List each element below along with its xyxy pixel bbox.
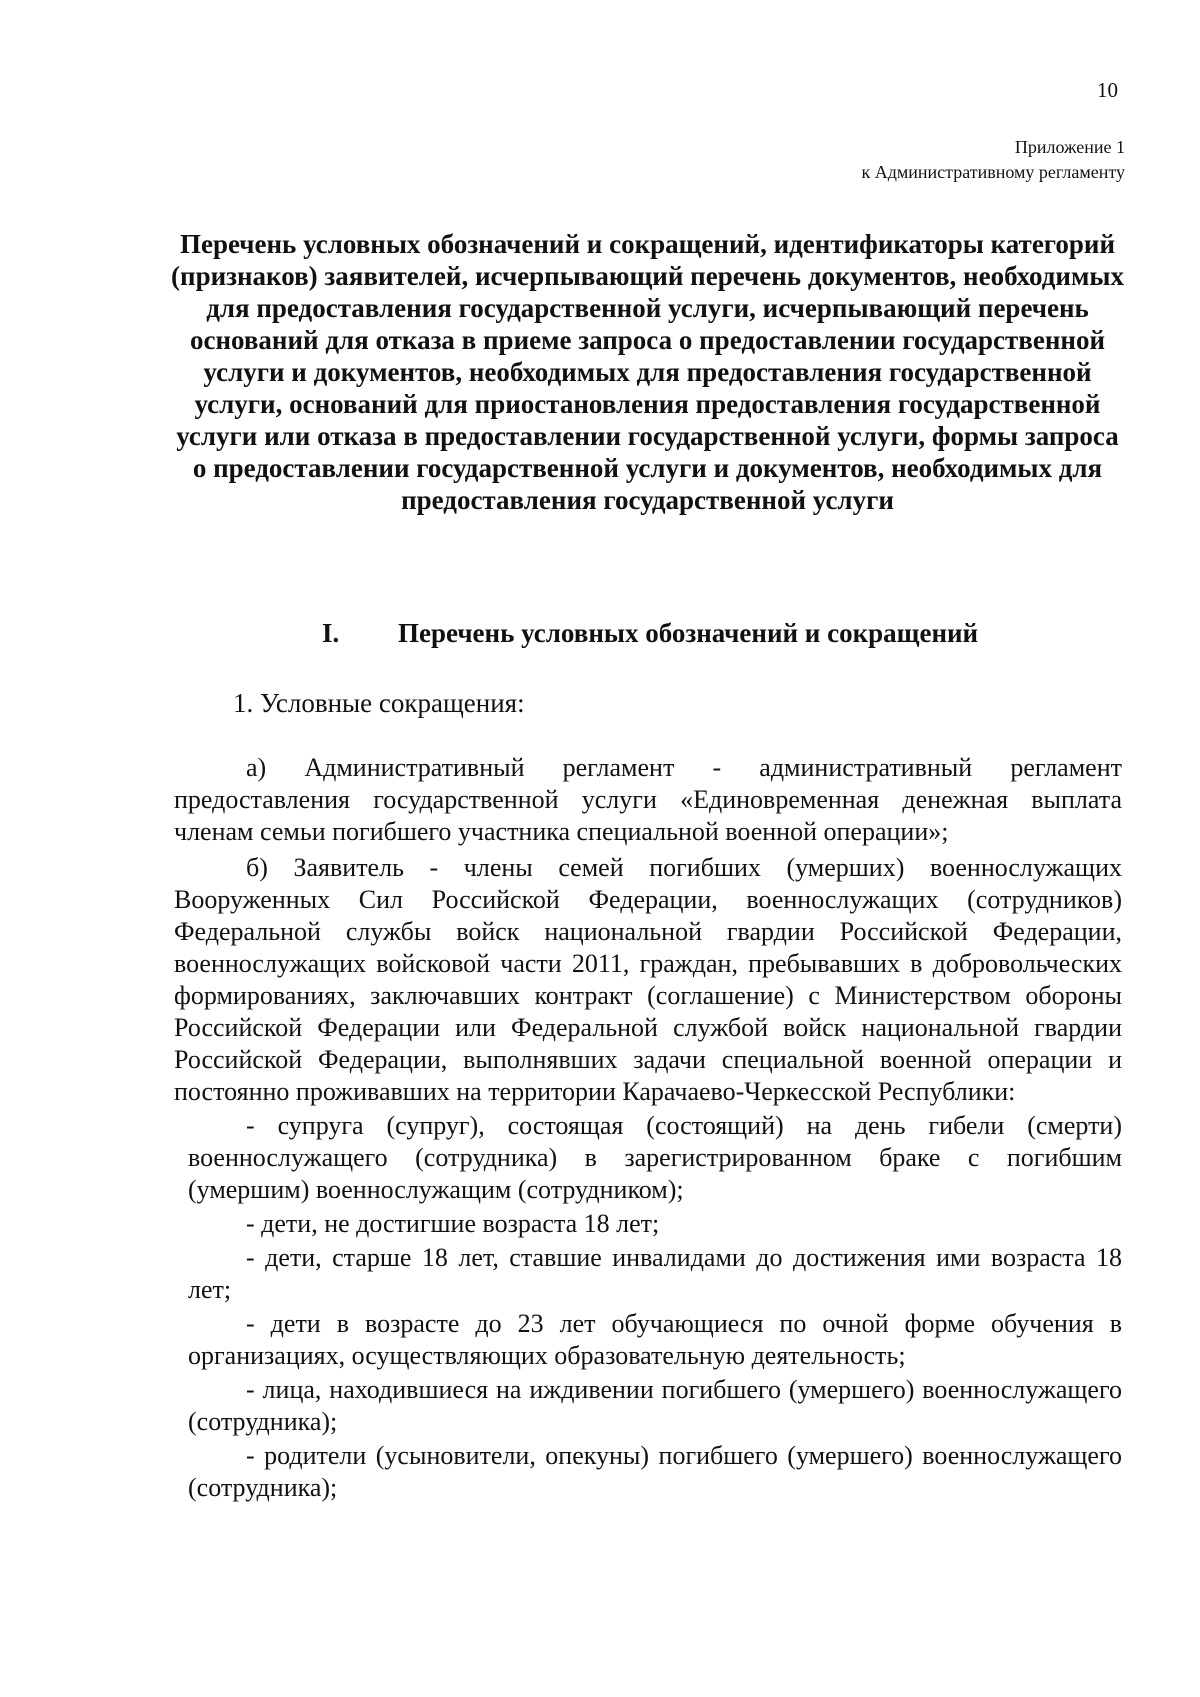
list-item: - дети, не достигшие возраста 18 лет;	[246, 1209, 660, 1238]
list-item: - дети, старше 18 лет, ставшие инвалидами до достижения ими возраста 18 лет;	[188, 1243, 1122, 1304]
list-item: - дети в возрасте до 23 лет обучающиеся по очной форме обучения в организациях, осуществляющих образовательную деятельность;	[188, 1309, 1122, 1370]
section-title: Перечень условных обозначений и сокращений	[398, 618, 979, 648]
list-item: - родители (усыновители, опекуны) погибшего (умершего) военнослужащего (сотрудника);	[188, 1441, 1122, 1502]
list-item: - лица, находившиеся на иждивении погибшего (умершего) военнослужащего (сотрудника);	[188, 1375, 1122, 1436]
paragraph-b: б) Заявитель - члены семей погибших (умерших) военнослужащих Вооруженных Сил Российской Федерации, военнослужащих (сотрудников) Федеральной службы войск национальной гвардии Российской Федерации, военнослужащих войсковой части 2011, граждан, пребывавших в добровольческих формированиях, заключавших контракт (соглашение) с Министерством обороны Российской Федерации или Федеральной службой войск национальной гвардии Российской Федерации, выполнявших задачи специальной военной операции и постоянно проживавших на территории Карачаево-Черкесской Республики:	[174, 853, 1122, 1106]
page-number: 10	[1097, 78, 1118, 102]
section-number: I.	[322, 618, 340, 648]
appendix-line-1: Приложение 1	[1014, 137, 1125, 157]
paragraph-a: а) Административный регламент - административный регламент предоставления государственной услуги «Единовременная денежная выплата членам семьи погибшего участника специальной военной операции»;	[174, 753, 1122, 846]
item-heading: 1. Условные сокращения:	[233, 688, 525, 718]
appendix-line-2: к Административному регламенту	[861, 162, 1125, 182]
document-title: Перечень условных обозначений и сокращений, идентификаторы категорий (признаков) заявителей, исчерпывающий перечень документов, необходимых для предоставления государственной услуги, исчерпывающий перечень оснований для отказа в приеме запроса о предоставлении государственной услуги и документов, необходимых для предоставления государственной услуги, оснований для приостановления предоставления государственной услуги или отказа в предоставлении государственной услуги, формы запроса о предоставлении государственной услуги и документов, необходимых для предоставления государственной услуги	[171, 229, 1124, 515]
appendix-note	[861, 135, 1125, 185]
document-body	[174, 752, 1122, 1504]
list-item: - супруга (супруг), состоящая (состоящий) на день гибели (смерти) военнослужащего (сотрудника) в зарегистрированном браке с погибшим (умершим) военнослужащим (сотрудником);	[188, 1111, 1122, 1204]
